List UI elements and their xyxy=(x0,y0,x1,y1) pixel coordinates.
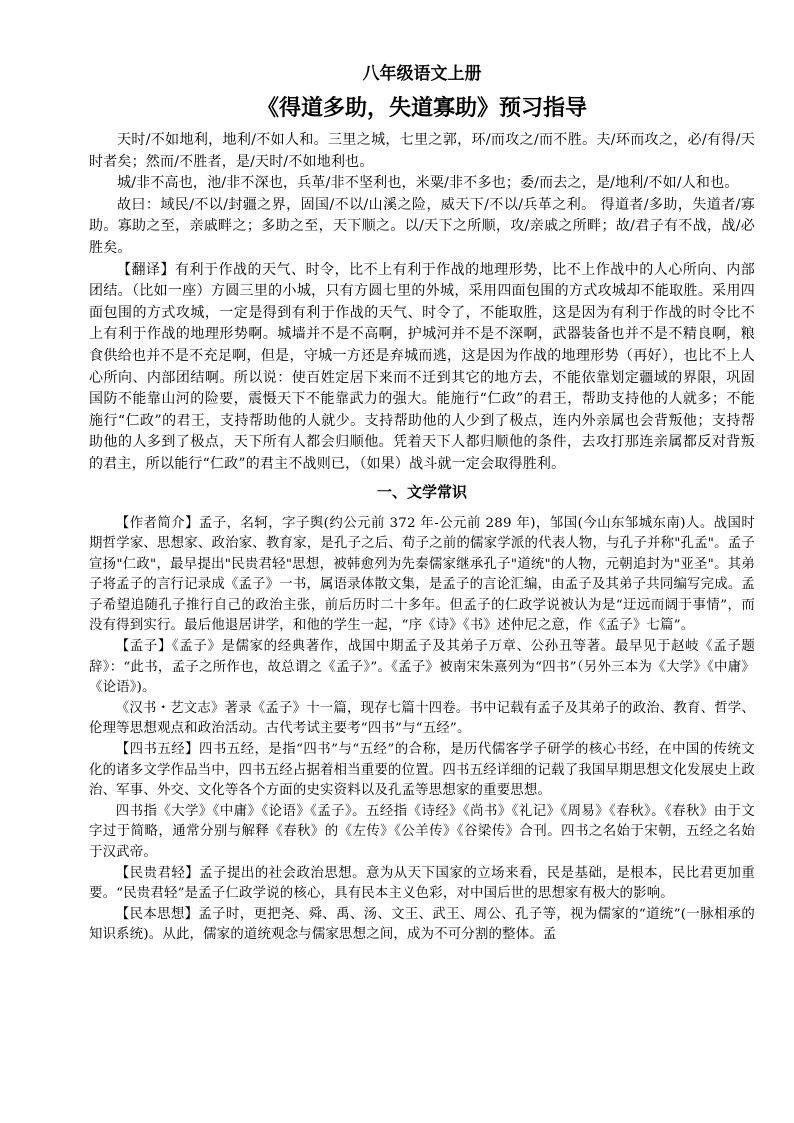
document-page xyxy=(89,62,755,946)
mencius-book-paragraph: 【孟子】《孟子》是儒家的经典著作，战国中期孟子及其弟子万章、公孙丑等著。最早见于赵岐《孟子题辞》：“此书，孟子之所作也，故总谓之《孟子》”。《孟子》被南宋朱熹列为“四书”（另外三本为《大学》《中庸》《论语》)。 xyxy=(89,639,755,696)
four-books-list-paragraph: 四书指《大学》《中庸》《论语》《孟子》。五经指《诗经》《尚书》《礼记》《周易》《春秋》。《春秋》由于文字过于简略，通常分别与解释《春秋》的《左传》《公羊传》《谷梁传》合刊。四书之名始于宋朝，五经之名始于汉武帝。 xyxy=(89,803,755,860)
original-text-paragraph-2: 城/非不高也，池/非不深也，兵革/非不坚利也，米粟/非不多也；委/而去之，是/地利/不如/人和也。 xyxy=(117,175,739,192)
grade-title: 八年级语文上册 xyxy=(362,64,482,84)
document-title: 《得道多助，失道寡助》预习指导 xyxy=(256,96,587,121)
people-over-ruler-paragraph: 【民贵君轻】孟子提出的社会政治思想。意为从天下国家的立场来看，民是基础，是根本，民比君更加重要。“民贵君轻”是孟子仁政学说的核心，具有民本主义色彩，对中国后世的思想家有极大的影响。 xyxy=(89,865,755,902)
section-title-literary-knowledge: 一、文学常识 xyxy=(376,482,467,501)
original-text-paragraph-3: 故曰：域民/不以/封疆之界，固国/不以/山溪之险，威天下/不以/兵革之利。 得道者/多助，失道者/寡助。寡助之至，亲戚畔之；多助之至，天下顺之。以/天下之所顺，攻/亲戚之所畔；故/君子有不战，战/必胜矣。 xyxy=(89,196,755,256)
original-text-paragraph-1: 天时/不如地利，地利/不如人和。三里之城，七里之郭，环/而攻之/而不胜。夫/环而攻之，必/有得/天时者矣；然而/不胜者，是/天时/不如地利也。 xyxy=(89,132,755,170)
translation-paragraph: 【翻译】有利于作战的天气、时令，比不上有利于作战的地理形势，比不上作战中的人心所向、内部团结。（比如一座）方圆三里的小城，只有方圆七里的外城，采用四面包围的方式攻城却不能取胜。采用四面包围的方式攻城，一定是得到有利于作战的天气、时令了，不能取胜，这是因为有利于作战的时令比不上有利于作战的地理形势啊。城墙并不是不高啊，护城河并不是不深啊，武器装备也并不是不精良啊，粮食供给也并不是不充足啊，但是，守城一方还是弃城而逃，这是因为作战的地理形势（再好），也比不上人心所向、内部团结啊。所以说：使百姓定居下来而不迁到其它的地方去，不能依靠划定疆域的界限，巩固国防不能靠山河的险要，震慑天下不能靠武力的强大。能施行“仁政”的君王，帮助支持他的人就多；不能施行“仁政”的君王，支持帮助他的人就少。支持帮助他的人少到了极点，连内外亲属也会背叛他；支持帮助他的人多到了极点，天下所有人都会归顺他。凭着天下人都归顺他的条件，去攻打那连亲属都反对背叛的君主，所以能行“仁政”的君主不战则已，（如果）战斗就一定会取得胜利。 xyxy=(89,261,755,472)
four-books-five-classics-paragraph: 【四书五经】四书五经，是指“四书”与“五经”的合称，是历代儒客学子研学的核心书经，在中国的传统文化的诸多文学作品当中，四书五经占据着相当重要的位置。四书五经详细的记载了我国早期思想文化发展史上政治、军事、外交、文化等各个方面的史实资料以及孔孟等思想家的重要思想。 xyxy=(89,742,755,799)
author-intro-paragraph: 【作者简介】孟子，名轲，字子舆(约公元前 372 年-公元前 289 年)，邹国(今山东邹城东南)人。战国时期哲学家、思想家、政治家、教育家，是孔子之后、荀子之前的儒家学派的代表人物，与孔子并称"孔孟"。孟子宣扬"仁政"，最早提出"民贵君轻"思想，被韩愈列为先秦儒家继承孔子"道统"的人物，元朝追封为"亚圣"。其弟子将孟子的言行记录成《孟子》一书，属语录体散文集，是孟子的言论汇编，由孟子及其弟子共同编写完成。孟子希望追随孔子推行自己的政治主张，前后历时二十多年。但孟子的仁政学说被认为是“迂远而阔于事情”，而没有得到实行。最后他退居讲学，和他的学生一起，“序《诗》《书》述仲尼之意，作《孟子》七篇”。 xyxy=(89,515,755,634)
hanshu-paragraph: 《汉书・艺文志》著录《孟子》十一篇，现存七篇十四卷。书中记载有孟子及其弟子的政治、教育、哲学、伦理等思想观点和政治活动。古代考试主要考“四书”与“五经”。 xyxy=(89,700,755,737)
people-oriented-thought-paragraph: 【民本思想】孟子时，更把尧、舜、禹、汤、文王、武王、周公、孔子等，视为儒家的“道统”(一脉相承的知识系统)。从此，儒家的道统观念与儒家思想之间，成为不可分割的整体。孟 xyxy=(89,906,755,943)
